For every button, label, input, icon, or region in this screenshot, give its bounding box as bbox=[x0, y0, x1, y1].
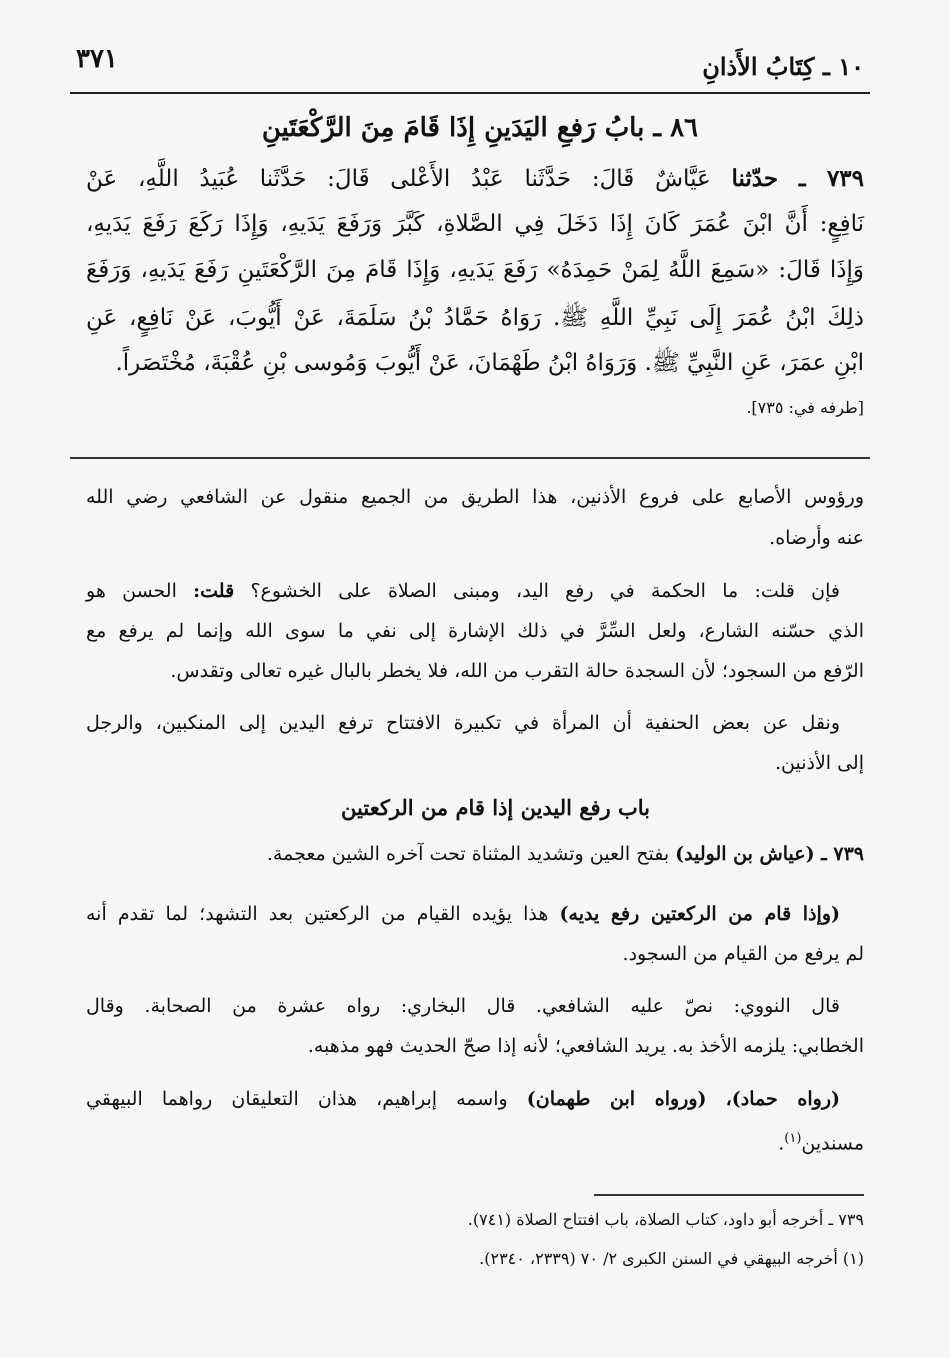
sharh-p6-line-2: الخطابي: يلزمه الأخذ به. يريد الشافعي؛ لأنه إذا صحّ الحديث فهو مذهبه. bbox=[307, 1035, 864, 1057]
header-rule bbox=[70, 92, 870, 94]
sharh-p4: ٧٣٩ ـ (عياش بن الوليد) بفتح العين وتشديد المثناة تحت آخره الشين معجمة. bbox=[266, 843, 864, 865]
sharh-p2-line-1: فإن قلت: ما الحكمة في رفع اليد، ومبنى الصلاة على الخشوع؟ قلت: الحسن هو bbox=[86, 580, 840, 602]
sharh-p3-line-2: إلى الأذنين. bbox=[774, 752, 864, 774]
page-number: ٣٧١ bbox=[76, 44, 118, 74]
hadith-line-2: نَافِعٍ: أَنَّ ابْنَ عُمَرَ كَانَ إِذَا دَخَلَ فِي الصَّلاةِ، كَبَّرَ وَرَفَعَ يَدَيهِ، وَإِذَا رَكَعَ رَفَعَ يَدَيهِ، bbox=[86, 211, 864, 237]
hadith-opening: حدّثنا bbox=[731, 165, 779, 192]
sharh-p3-line-1: ونقل عن بعض الحنفية أن المرأة في تكبيرة الافتتاح ترفع اليدين إلى المنكبين، والرجل bbox=[86, 712, 840, 734]
sharh-section-title: باب رفع اليدين إذا قام من الركعتين bbox=[341, 795, 650, 820]
chapter-title: ٨٦ ـ بابُ رَفعِ اليَدَينِ إِذَا قَامَ مِنَ الرَّكْعَتَينِ bbox=[261, 113, 698, 143]
running-header-chapter: ١٠ ـ كِتَابُ الأَذانِ bbox=[702, 52, 864, 81]
hadith-line-1-text: عَيَّاشٌ قَالَ: حَدَّثَنا عَبْدُ الأَعْلى قَالَ: حَدَّثَنا عُبَيدُ اللَّهِ، عَنْ bbox=[86, 166, 711, 192]
sharh-p5-line-1: (وإذا قام من الركعتين رفع يديه) هذا يؤيده القيام من الركعتين بعد التشهد؛ لما تقدم أنه bbox=[86, 903, 840, 925]
hadith-line-4: ذلِكَ ابْنُ عُمَرَ إِلَى نَبِيِّ اللَّهِ ﷺ. رَوَاهُ حَمَّادُ بْنُ سَلَمَةَ، عَنْ أَيُّوبَ، عَنْ نَافِعٍ، عَنِ bbox=[86, 305, 864, 331]
sharh-p2-line-2: الذي حسّنه الشارع، ولعل السِّرَّ في ذلك الإشارة إلى نفي ما سوى الله وإنما لم يرفع مع bbox=[86, 620, 864, 642]
footnote-rule bbox=[594, 1194, 864, 1196]
hadith-line-1 bbox=[86, 165, 864, 192]
hadith-number: ٧٣٩ ـ bbox=[798, 165, 865, 192]
footnote-marker: (١) bbox=[784, 1131, 802, 1146]
sharh-p1-line-2: عنه وأرضاه. bbox=[769, 527, 864, 549]
sharh-p6-line-1: قال النووي: نصّ عليه الشافعي. قال البخاري: رواه عشرة من الصحابة. وقال bbox=[86, 995, 840, 1017]
sharh-p7-line-1: (رواه حماد)، (ورواه ابن طهمان) واسمه إبراهيم، هذان التعليقان رواهما البيهقي bbox=[86, 1088, 840, 1110]
footnote-2: (١) أخرجه البيهقي في السنن الكبرى ٢/ ٧٠ (٢٣٣٩، ٢٣٤٠). bbox=[479, 1249, 864, 1268]
sharh-p2-line-3: الرّفع من السجود؛ لأن السجدة حالة التقرب من الله، فلا يخطر بالبال غيره تعالى وتقدس. bbox=[170, 660, 864, 682]
sharh-p5-line-2: لم يرفع من القيام من السجود. bbox=[622, 943, 864, 965]
hadith-line-3: وَإِذَا قَالَ: «سَمِعَ اللَّهُ لِمَنْ حَمِدَهُ» رَفَعَ يَدَيهِ، وَإِذَا قَامَ مِنَ الرَّكْعَتَينِ رَفَعَ يَدَيهِ، وَرَفَعَ bbox=[86, 257, 864, 283]
sharh-p7-line-2: مسندين$^{(١)}$. bbox=[778, 1131, 864, 1155]
section-divider bbox=[70, 457, 870, 459]
hadith-line-5: ابْنِ عمَرَ، عَنِ النَّبِيِّ ﷺ. وَرَوَاهُ ابْنُ طَهْمَانَ، عَنْ أَيُّوبَ وَمُوسى بْنِ عُقْبَةَ، مُخْتَصَراً. bbox=[115, 350, 864, 376]
cross-reference: [طرفه في: ٧٣٥]. bbox=[746, 398, 864, 417]
sharh-p1-line-1: ورؤوس الأصابع على فروع الأذنين، هذا الطريق من الجميع منقول عن الشافعي رضي الله bbox=[86, 486, 864, 508]
footnote-1: ٧٣٩ ـ أخرجه أبو داود، كتاب الصلاة، باب افتتاح الصلاة (٧٤١). bbox=[467, 1210, 864, 1229]
